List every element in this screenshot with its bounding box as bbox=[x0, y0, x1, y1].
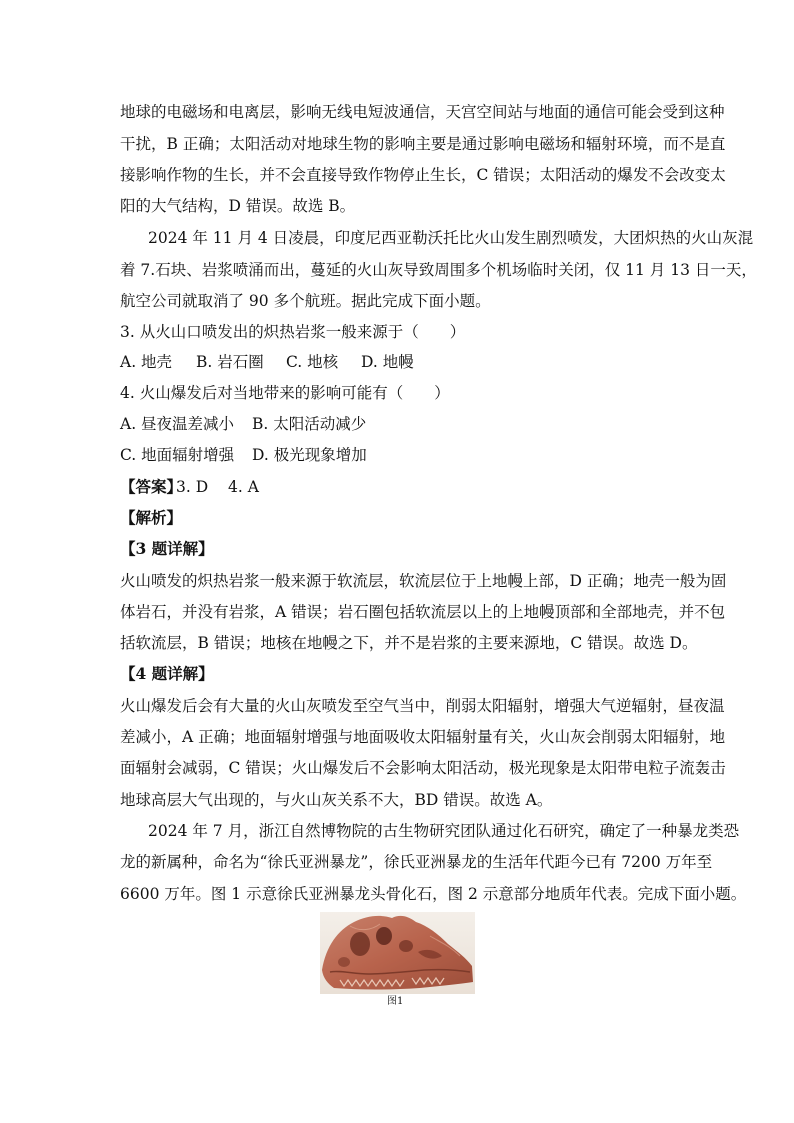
question-3-option-d: D. 地幔 bbox=[361, 353, 414, 371]
paragraph-1-line-4: 阳的大气结构，D 错误。故选 B。 bbox=[120, 197, 356, 215]
paragraph-2-line-1: 2024 年 11 月 4 日凌晨，印度尼西亚勒沃托比火山发生剧烈喷发，大团炽热的火山灰混 bbox=[148, 229, 754, 247]
question-3-option-b: B. 岩石圈 bbox=[196, 353, 264, 371]
analysis-label: 【解析】 bbox=[120, 508, 183, 527]
answer-label: 【答案】 bbox=[120, 477, 183, 496]
question-3-stem: 3. 从火山口喷发出的炽热岩浆一般来源于（ ） bbox=[120, 323, 466, 341]
question-4-stem: 4. 火山爆发后对当地带来的影响可能有（ ） bbox=[120, 384, 450, 402]
paragraph-3-line-2: 龙的新属种，命名为“徐氏亚洲暴龙”，徐氏亚洲暴龙的生活年代距今已有 7200 万年至 bbox=[120, 853, 713, 871]
answer-4: 4. A bbox=[228, 478, 259, 496]
question-4-option-a: A. 昼夜温差减小 bbox=[120, 415, 235, 433]
paragraph-3-line-1: 2024 年 7 月，浙江自然博物院的古生物研究团队通过化石研究，确定了一种暴龙类恐 bbox=[148, 822, 740, 840]
answer-3: 3. D bbox=[176, 478, 209, 496]
detail-3-line-3: 括软流层，B 错误；地核在地幔之下，并不是岩浆的主要来源地，C 错误。故选 D。 bbox=[120, 634, 698, 652]
question-4-option-d: D. 极光现象增加 bbox=[252, 446, 367, 464]
paragraph-3-line-3: 6600 万年。图 1 示意徐氏亚洲暴龙头骨化石，图 2 示意部分地质年代表。完成下面小题。 bbox=[120, 885, 747, 903]
detail-4-line-3: 面辐射会减弱，C 错误；火山爆发后不会影响太阳活动，极光现象是太阳带电粒子流轰击 bbox=[120, 759, 726, 777]
question-3-option-c: C. 地核 bbox=[286, 353, 339, 371]
question-4-option-c: C. 地面辐射增强 bbox=[120, 446, 235, 464]
question-4-option-b: B. 太阳活动减少 bbox=[252, 415, 367, 433]
paragraph-2-line-3: 航空公司就取消了 90 多个航班。据此完成下面小题。 bbox=[120, 292, 491, 310]
paragraph-1-line-3: 接影响作物的生长，并不会直接导致作物停止生长，C 错误；太阳活动的爆发不会改变太 bbox=[120, 166, 726, 184]
paragraph-2-line-2: 着 7.石块、岩浆喷涌而出，蔓延的火山灰导致周围多个机场临时关闭，仅 11 月 13 日一天， bbox=[120, 261, 757, 279]
question-3-option-a: A. 地壳 bbox=[120, 353, 173, 371]
figure-1-caption: 图1 bbox=[387, 996, 404, 1007]
detail-4-line-1: 火山爆发后会有大量的火山灰喷发至空气当中，削弱太阳辐射，增强大气逆辐射，昼夜温 bbox=[120, 697, 725, 715]
detail-3-line-2: 体岩石，并没有岩浆，A 错误；岩石圈包括软流层以上的上地幔顶部和全部地壳，并不包 bbox=[120, 603, 726, 621]
detail-3-label: 【3 题详解】 bbox=[120, 539, 214, 558]
detail-4-line-2: 差减小，A 正确；地面辐射增强与地面吸收太阳辐射量有关，火山灰会削弱太阳辐射，地 bbox=[120, 728, 726, 746]
dinosaur-skull-fossil-image bbox=[320, 912, 475, 994]
paragraph-1-line-1: 地球的电磁场和电离层，影响无线电短波通信，天宫空间站与地面的通信可能会受到这种 bbox=[120, 103, 725, 121]
detail-3-line-1: 火山喷发的炽热岩浆一般来源于软流层，软流层位于上地幔上部，D 正确；地壳一般为固 bbox=[120, 572, 727, 590]
paragraph-1-line-2: 干扰，B 正确；太阳活动对地球生物的影响主要是通过影响电磁场和辐射环境，而不是直 bbox=[120, 135, 726, 153]
detail-4-label: 【4 题详解】 bbox=[120, 664, 214, 683]
detail-4-line-4: 地球高层大气出现的，与火山灰关系不大，BD 错误。故选 A。 bbox=[120, 791, 553, 809]
